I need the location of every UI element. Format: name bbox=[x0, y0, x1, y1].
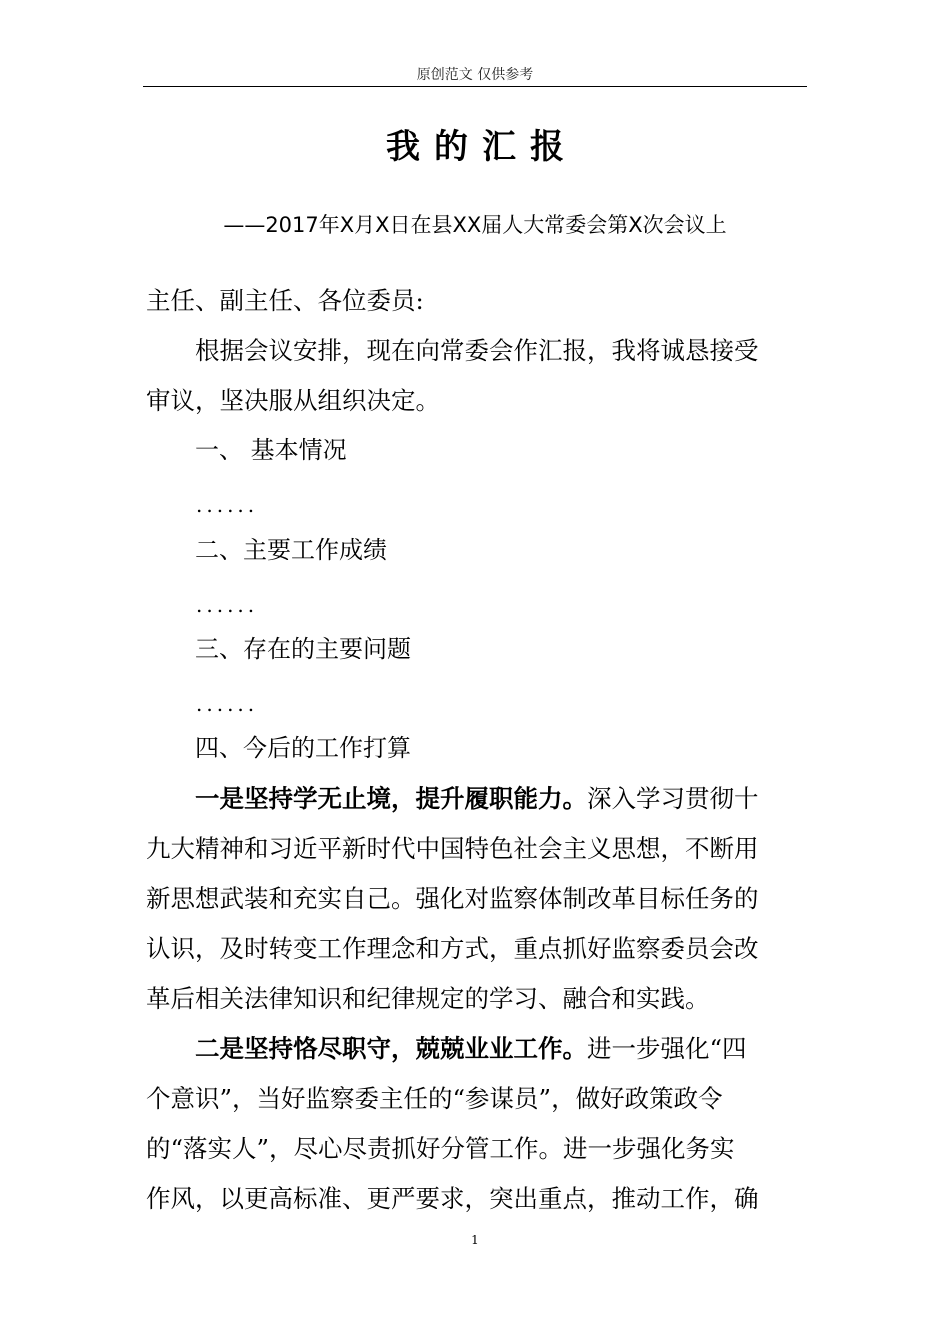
para2-lead: 二是坚持恪尽职守，兢兢业业工作。 bbox=[195, 1034, 587, 1063]
intro-line-1: 根据会议安排，现在向常委会作汇报，我将诚恳接受 bbox=[195, 336, 759, 365]
intro-line-2: 审议，坚决服从组织决定。 bbox=[146, 386, 440, 415]
para1-lead: 一是坚持学无止境，提升履职能力。 bbox=[195, 784, 587, 813]
para2-line-4: 作风，以更高标准、更严要求，突出重点，推动工作，确 bbox=[146, 1184, 759, 1213]
para2-line-1 bbox=[195, 1024, 859, 1074]
salutation: 主任、副主任、各位委员: bbox=[146, 286, 424, 315]
section-placeholder-3: ...... bbox=[196, 692, 259, 716]
section-placeholder-2: ...... bbox=[196, 593, 259, 617]
section-heading-4: 四、今后的工作打算 bbox=[195, 734, 411, 762]
para2-line-1-rest: 进一步强化“四 bbox=[587, 1034, 747, 1063]
section-placeholder-1: ...... bbox=[196, 493, 259, 517]
para1-line-5: 革后相关法律知识和纪律规定的学习、融合和实践。 bbox=[146, 984, 710, 1013]
para1-line-3: 新思想武装和充实自己。强化对监察体制改革目标任务的 bbox=[146, 884, 759, 913]
para2-line-3: 的“落实人”，尽心尽责抓好分管工作。进一步强化务实 bbox=[146, 1134, 735, 1163]
document-title: 我的汇报 bbox=[386, 127, 578, 167]
para1-line-2: 九大精神和习近平新时代中国特色社会主义思想，不断用 bbox=[146, 834, 759, 863]
para1-line-1 bbox=[195, 774, 859, 824]
section-heading-3: 三、存在的主要问题 bbox=[195, 635, 411, 663]
section-heading-1: 一、 基本情况 bbox=[195, 436, 347, 464]
para1-line-4: 认识，及时转变工作理念和方式，重点抓好监察委员会改 bbox=[146, 934, 759, 963]
para1-line-1-rest: 深入学习贯彻十 bbox=[587, 784, 759, 813]
document-subtitle: ——2017年X月X日在县XX届人大常委会第X次会议上 bbox=[223, 213, 727, 237]
page-number: 1 bbox=[471, 1233, 479, 1247]
section-heading-2: 二、主要工作成绩 bbox=[195, 536, 387, 564]
page-header-text: 原创范文 仅供参考 bbox=[416, 67, 534, 83]
header-rule bbox=[143, 86, 807, 87]
para2-line-2: 个意识”，当好监察委主任的“参谋员”，做好政策政令 bbox=[146, 1084, 723, 1113]
